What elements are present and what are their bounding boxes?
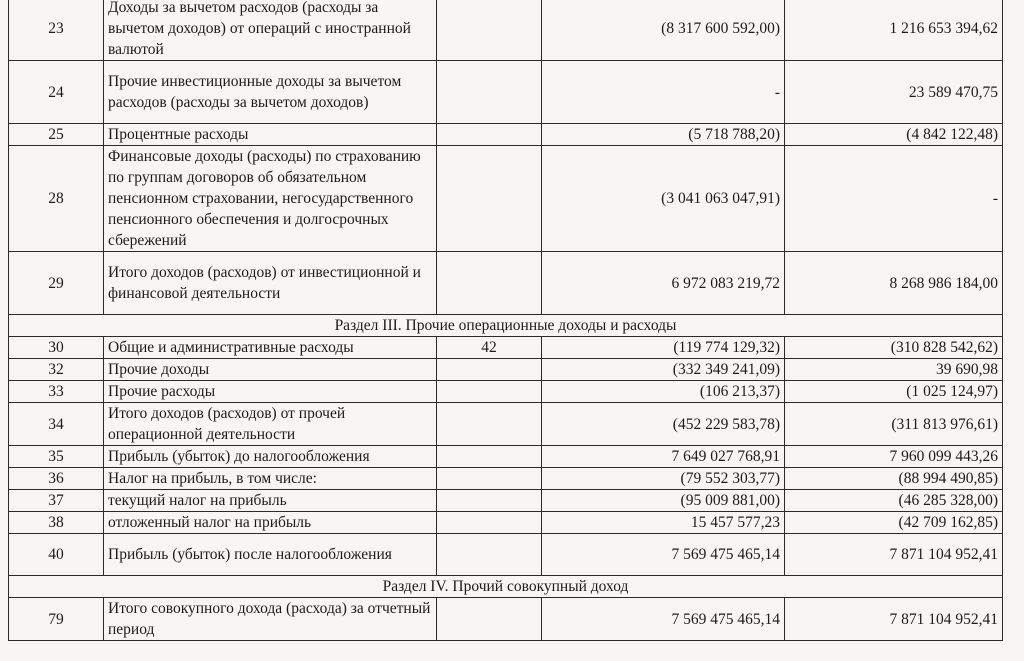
note-number [437,146,542,252]
current-period-value: 6 972 083 219,72 [542,252,785,315]
line-description: Итого совокупного дохода (расхода) за отчетный период [104,598,437,641]
line-number: 32 [9,359,104,381]
line-description: Процентные расходы [104,124,437,146]
line-description: Прочие расходы [104,381,437,403]
line-number: 29 [9,252,104,315]
note-number [437,468,542,490]
current-period-value: (106 213,37) [542,381,785,403]
line-number: 35 [9,446,104,468]
previous-period-value: 1 216 653 394,62 [785,0,1003,61]
previous-period-value: 7 871 104 952,41 [785,598,1003,641]
line-number: 37 [9,490,104,512]
line-description: Финансовые доходы (расходы) по страхованию по группам договоров об обязательном пенсионном страховании, негосударственного пенсионного обеспечения и долгосрочных сбережений [104,146,437,252]
current-period-value: - [542,61,785,124]
line-number: 38 [9,512,104,534]
current-period-value: (79 552 303,77) [542,468,785,490]
current-period-value: (119 774 129,32) [542,337,785,359]
table-row [9,534,1003,576]
note-number [437,381,542,403]
line-number: 25 [9,124,104,146]
note-number [437,512,542,534]
line-description: Доходы за вычетом расходов (расходы за вычетом доходов) от операций с иностранной валютой [104,0,437,61]
current-period-value: 15 457 577,23 [542,512,785,534]
table-row [9,0,1003,61]
line-number: 24 [9,61,104,124]
table-row [9,490,1003,512]
previous-period-value: (88 994 490,85) [785,468,1003,490]
line-number: 34 [9,403,104,446]
note-number [437,252,542,315]
section-header-row [9,315,1003,337]
previous-period-value: 8 268 986 184,00 [785,252,1003,315]
current-period-value: 7 569 475 465,14 [542,534,785,576]
note-number [437,534,542,576]
table-row [9,359,1003,381]
line-number: 33 [9,381,104,403]
note-number [437,598,542,641]
current-period-value: 7 649 027 768,91 [542,446,785,468]
previous-period-value: 7 871 104 952,41 [785,534,1003,576]
line-number: 30 [9,337,104,359]
note-number [437,0,542,61]
note-number [437,124,542,146]
section-title: Раздел III. Прочие операционные доходы и расходы [9,315,1003,337]
line-description: Прочие доходы [104,359,437,381]
table-row [9,512,1003,534]
previous-period-value: (46 285 328,00) [785,490,1003,512]
previous-period-value: (4 842 122,48) [785,124,1003,146]
line-description: Итого доходов (расходов) от инвестиционной и финансовой деятельности [104,252,437,315]
current-period-value: (332 349 241,09) [542,359,785,381]
note-number [437,403,542,446]
table-row [9,468,1003,490]
table-row [9,61,1003,124]
financial-results-table [8,0,1003,641]
table-row [9,598,1003,641]
table-row [9,124,1003,146]
current-period-value: (8 317 600 592,00) [542,0,785,61]
note-number [437,490,542,512]
line-description: текущий налог на прибыль [104,490,437,512]
current-period-value: 7 569 475 465,14 [542,598,785,641]
line-number: 23 [9,0,104,61]
previous-period-value: (310 828 542,62) [785,337,1003,359]
table-row [9,403,1003,446]
previous-period-value: - [785,146,1003,252]
previous-period-value: 23 589 470,75 [785,61,1003,124]
line-number: 79 [9,598,104,641]
line-description: Общие и административные расходы [104,337,437,359]
previous-period-value: (42 709 162,85) [785,512,1003,534]
line-description: Налог на прибыль, в том числе: [104,468,437,490]
table-row [9,252,1003,315]
previous-period-value: (1 025 124,97) [785,381,1003,403]
table-row [9,337,1003,359]
line-description: Прибыль (убыток) после налогообложения [104,534,437,576]
note-number: 42 [437,337,542,359]
note-number [437,446,542,468]
line-number: 40 [9,534,104,576]
current-period-value: (95 009 881,00) [542,490,785,512]
line-description: отложенный налог на прибыль [104,512,437,534]
table-row [9,146,1003,252]
current-period-value: (3 041 063 047,91) [542,146,785,252]
line-description: Итого доходов (расходов) от прочей операционной деятельности [104,403,437,446]
table-row [9,381,1003,403]
current-period-value: (5 718 788,20) [542,124,785,146]
line-number: 28 [9,146,104,252]
table-row [9,446,1003,468]
section-title: Раздел IV. Прочий совокупный доход [9,576,1003,598]
line-description: Прочие инвестиционные доходы за вычетом расходов (расходы за вычетом доходов) [104,61,437,124]
previous-period-value: 7 960 099 443,26 [785,446,1003,468]
line-description: Прибыль (убыток) до налогообложения [104,446,437,468]
note-number [437,61,542,124]
line-number: 36 [9,468,104,490]
previous-period-value: 39 690,98 [785,359,1003,381]
note-number [437,359,542,381]
previous-period-value: (311 813 976,61) [785,403,1003,446]
current-period-value: (452 229 583,78) [542,403,785,446]
section-header-row [9,576,1003,598]
